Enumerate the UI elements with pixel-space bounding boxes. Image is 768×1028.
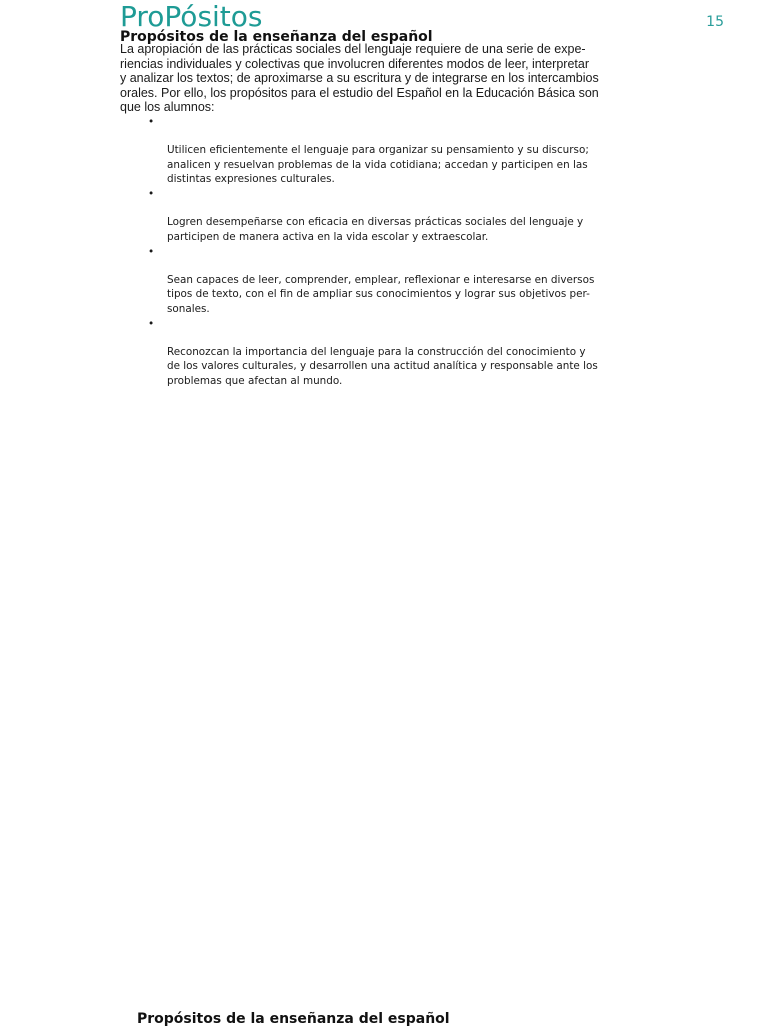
section-title: ProPósitos	[120, 0, 263, 33]
list-item-text: Reconozcan la importancia del lenguaje para la construcción del conocimiento y de los valores culturales, y desarrollen una actitud analítica y responsable ante los problemas que afectan al mundo.	[167, 346, 598, 387]
page-number: 15	[706, 14, 724, 30]
bullet-icon: •	[148, 116, 155, 128]
list-item-text: Sean capaces de leer, comprender, emplear, reflexionar e interesarse en diversos tipos de texto, con el fin de ampliar sus conocimientos y lograr sus objetivos per- sonales.	[167, 274, 595, 315]
subtitle: Propósitos de la enseñanza del español	[120, 29, 433, 45]
bullet-icon: •	[148, 188, 155, 201]
list-item-text: Utilicen eficientemente el lenguaje para organizar su pensamiento y su discurso; analicen y resuelvan problemas de la vida cotidiana; accedan y participen en las distintas expresiones culturales.	[167, 144, 589, 185]
intro-paragraph: La apropiación de las prácticas sociales del lenguaje requiere de una serie de expe- riencias individuales y colectivas que involucren diferentes modos de leer, interpretar y analizar los textos; de aproximarse a su escritura y de integrarse en los intercambios orales. Por ello, los propósitos para el estudio del Español en la Educación Básica son que los alumnos:	[120, 42, 599, 114]
list-item	[148, 245, 638, 316]
footer-title: Propósitos de la enseñanza del español	[137, 1011, 450, 1027]
bullet-icon: •	[148, 317, 155, 330]
bullet-icon: •	[148, 245, 155, 258]
purposes-list	[148, 115, 638, 389]
list-item-text: Logren desempeñarse con eficacia en diversas prácticas sociales del lenguaje y participen de manera activa en la vida escolar y extraescolar.	[167, 216, 584, 243]
list-item	[148, 187, 638, 244]
list-item	[148, 317, 638, 388]
list-item	[148, 115, 638, 186]
